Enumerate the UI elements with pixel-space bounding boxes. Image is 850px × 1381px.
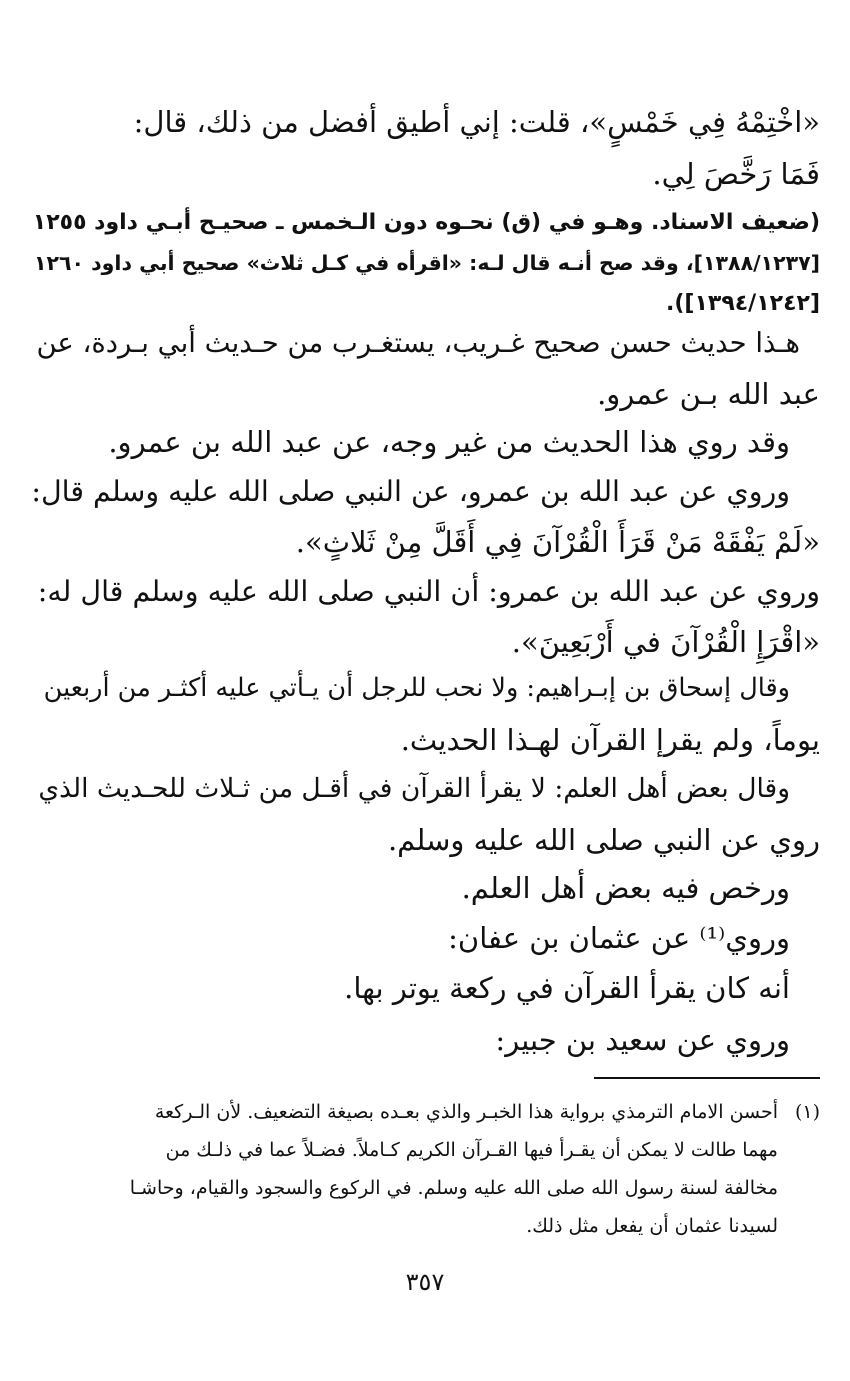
text-line: روي عن النبي صلى الله عليه وسلم. (387, 823, 820, 857)
page-number: ٣٥٧ (405, 1268, 445, 1296)
text-line: وقد روي هذا الحديث من غير وجه، عن عبد الله بن عمرو. (108, 425, 790, 459)
text-line: [١٣٨٨/١٢٣٧]، وقد صح أنـه قال لـه: «اقرأه في كـل ثلاث» صحيح أبي داود ١٢٦٠ (33, 251, 820, 275)
text-line: عبد الله بـن عمرو. (597, 377, 820, 411)
text-line: وروي عن عبد الله بن عمرو: أن النبي صلى الله عليه وسلم قال له: (37, 575, 820, 608)
footnote-line: مخالفة لسنة رسول الله صلى الله عليه وسلم. في الركوع والسجود والقيام، وحاشـا (129, 1177, 778, 1199)
text-line: هـذا حديث حسن صحيح غـريب، يستغـرب من حـديث أبي بـردة، عن (36, 327, 800, 359)
text-line: (ضعيف الاسناد. وهـو في (ق) نحـوه دون الـخمس ـ صحيـح أبـي داود ١٢٥٥ (32, 210, 820, 235)
footnote-line: لسيدنا عثمان أن يفعل مثل ذلك. (526, 1215, 778, 1237)
text-line: [١٣٩٤/١٢٤٢]). (666, 291, 820, 316)
text-line: فَمَا رَخَّصَ لِي. (652, 157, 820, 191)
footnote-line: أحسن الامام الترمذي برواية هذا الخبـر والذي بعـده بصيغة التضعيف. لأن الـركعة (154, 1101, 778, 1123)
text-line: «اخْتِمْهُ فِي خَمْسٍ»، قلت: إني أطيق أفضل من ذلك، قال: (133, 105, 820, 139)
footnote-number: (١) (794, 1101, 820, 1123)
text-line: وروي عن عبد الله بن عمرو، عن النبي صلى الله عليه وسلم قال: (31, 475, 790, 508)
text-line: أنه كان يقرأ القرآن في ركعة يوتر بها. (344, 971, 790, 1005)
footnote-line: مهما طالت لا يمكن أن يقـرأ فيها القـرآن الكريم كـاملاً. فضـلاً عما في ذلـك من (165, 1139, 778, 1161)
text-line: وقال بعض أهل العلم: لا يقرأ القرآن في أقـل من ثـلاث للحـديث الذي (38, 773, 790, 804)
footnote-rule (594, 1077, 820, 1079)
text-line: وروي عن سعيد بن جبير: (495, 1023, 790, 1057)
text-line: وقال إسحاق بن إبـراهيم: ولا نحب للرجل أن يـأتي عليه أكثـر من أربعين (43, 673, 790, 703)
text-line: «اقْرَإِ الْقُرْآنَ في أَرْبَعِينَ». (511, 625, 820, 659)
text-line: ورخص فيه بعض أهل العلم. (461, 871, 790, 905)
text-line: يوماً، ولم يقرإ القرآن لهـذا الحديث. (400, 723, 820, 757)
text-line: «لَمْ يَفْقَهْ مَنْ قَرَأَ الْقُرْآنَ فِي أَقَلَّ مِنْ ثَلاثٍ». (295, 525, 820, 559)
text-line: وروي⁽¹⁾ عن عثمان بن عفان: (448, 921, 790, 955)
